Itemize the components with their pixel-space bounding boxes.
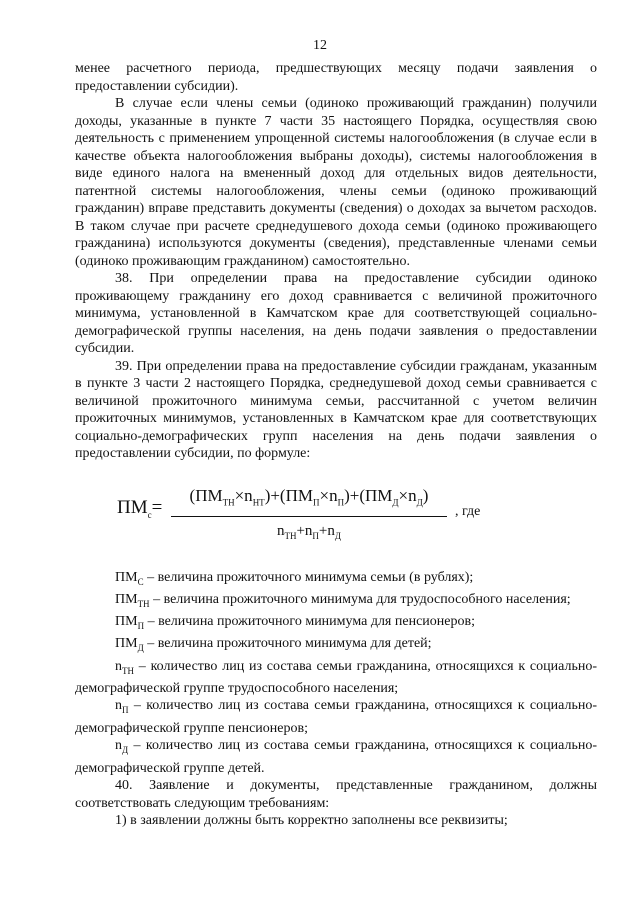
definition-item: $ПМ_С$ – величина прожиточного минимума семьи (в рублях); <box>115 569 474 587</box>
definition-item: $n_П$ – количество лиц из состава семьи гражданина, относящихся к социально-демографической группе пенсионеров; <box>75 698 597 736</box>
formula-numerator: $(ПМ_{ТН}\times n_{НТ})+(ПМ_П\times n_П)+(ПМ_Д\times n_Д)$ <box>189 485 429 507</box>
page-number: 12 <box>313 38 327 53</box>
definition-item: $ПМ_Д$ – величина прожиточного минимума для детей; <box>115 636 432 654</box>
paragraph-continuation: менее расчетного периода, предшествующих месяцу подачи заявления о предоставлении субсидии). <box>75 61 597 94</box>
document-body <box>75 60 597 830</box>
paragraph-39: 39. При определении права на предоставление субсидии гражданам, указанным в пункте 3 части 2 настоящего Порядка, среднедушевой доход семьи сравнивается с величиной прожиточного минимума семьи, рассчитанной с учетом величин прожиточных минимумов, установленных в Камчатском крае для соответствующих социально-демографических групп населения на день подачи заявления о предоставлении субсидии, по формуле: <box>75 358 597 461</box>
requirement-item-1: 1) в заявлении должны быть корректно заполнены все реквизиты; <box>115 813 508 829</box>
definitions-list <box>75 569 597 778</box>
formula-denominator: $n_{ТН}+n_П+n_Д$ <box>276 522 342 541</box>
fraction-bar <box>171 516 447 517</box>
definition-item: $n_Д$ – количество лиц из состава семьи гражданина, относящихся к социально-демографической группе детей. <box>75 738 597 776</box>
formula-where: , где <box>455 503 481 519</box>
formula <box>75 483 597 551</box>
formula-fraction <box>171 483 447 549</box>
formula-lhs: $ПМ_с=$ <box>117 496 163 520</box>
paragraph-40: 40. Заявление и документы, представленные гражданином, должны соответствовать следующим требованиям: <box>75 778 597 811</box>
definition-item: $ПМ_{ТН}$ – величина прожиточного минимума для трудоспособного населения; <box>115 591 571 609</box>
definition-item: $ПМ_П$ – величина прожиточного минимума для пенсионеров; <box>115 614 475 631</box>
definition-item: $n_{ТН}$ – количество лиц из состава семьи гражданина, относящихся к социально-демографической группе трудоспособного населения; <box>75 658 597 696</box>
paragraph-simplified-taxation: В случае если члены семьи (одиноко проживающий гражданин) получили доходы, указанные в пункте 7 части 35 настоящего Порядка, осуществляя свою деятельность с применением упрощенной системы налогообложения (в случае если в качестве объекта налогообложения выбраны доходы), системы налогообложения в виде единого налога на вмененный доход для отдельных видов деятельности, патентной системы налогообложения, члены семьи (одиноко проживающий гражданин) вправе представить документы (сведения) о доходах за вычетом расходов. В таком случае при расчете среднедушевого дохода семьи (одиноко проживающего гражданина) используются документы (сведения), представленные членами семьи (одиноко проживающим гражданином) самостоятельно. <box>75 96 597 269</box>
paragraph-38: 38. При определении права на предоставление субсидии одиноко проживающему гражданину его доход сравнивается с величиной прожиточного минимума, установленной в Камчатском крае для соответствующей социально-демографической группы населения, на день подачи заявления о предоставлении субсидии. <box>75 271 597 356</box>
